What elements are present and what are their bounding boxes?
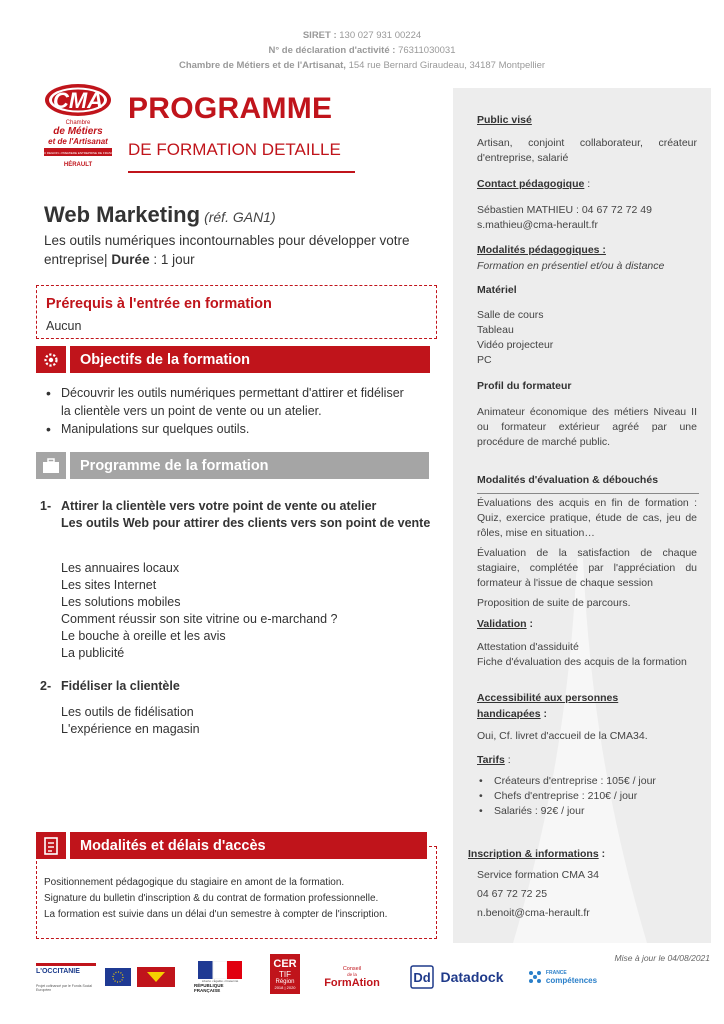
programme-subtitle: DE FORMATION DETAILLE <box>128 140 341 159</box>
tarifs-colon: : <box>504 754 511 766</box>
duration-label: Durée <box>111 252 150 267</box>
objectives-title: Objectifs de la formation <box>70 346 430 373</box>
logo-region: HÉRAULT <box>63 162 93 168</box>
section-1-subtitle: Les outils Web pour attirer des clients vers son point de vente <box>61 516 431 530</box>
republique-francaise-logo <box>194 960 246 994</box>
svg-text:Dd: Dd <box>413 970 432 985</box>
conseil-mid: de la <box>347 971 357 977</box>
occitanie-logo <box>36 960 102 994</box>
marianne-icon <box>198 961 242 979</box>
list-item: Vidéo projecteur <box>477 339 554 351</box>
access-colon: : <box>540 708 548 720</box>
course-desc-text: Les outils numériques incontournables pour développer votre entreprise| <box>44 233 410 267</box>
programme-icon-box <box>36 452 66 479</box>
list-item: Comment réussir son site vitrine ou e-marchand ? <box>61 612 338 626</box>
objectives-icon-box <box>36 346 66 373</box>
contact-info <box>477 203 697 233</box>
contact-colon: : <box>584 178 591 190</box>
list-item: L'expérience en magasin <box>61 722 200 736</box>
inscription-line: n.benoit@cma-herault.fr <box>477 907 590 919</box>
list-item: La publicité <box>61 646 125 660</box>
datadock-text: Datadock <box>440 969 504 985</box>
prereq-title: Prérequis à l'entrée en formation <box>46 296 272 312</box>
public-title: Public visé <box>477 114 532 126</box>
materiel-list <box>477 308 697 368</box>
access-text: Oui, Cf. livret d'accueil de la CMA34. <box>477 730 648 742</box>
datadock-logo <box>402 960 512 994</box>
tarifs-heading <box>477 754 511 766</box>
title-rule <box>128 171 355 173</box>
prereq-box <box>36 285 437 339</box>
declaration-line <box>0 45 724 56</box>
profil-title: Profil du formateur <box>477 380 572 392</box>
france-competences-logo <box>526 960 598 994</box>
logo-tagline: CCI REGION • PREMIERE ENTREPRISE DE FRANCE <box>42 151 114 155</box>
cer-text: CER <box>273 957 297 970</box>
list-item: Les annuaires locaux <box>61 561 180 575</box>
eval-title: Modalités d'évaluation & débouchés <box>477 474 659 486</box>
inscription-title: Inscription & informations <box>468 848 599 860</box>
course-name: Web Marketing <box>44 202 201 227</box>
tarifs-list <box>477 774 697 819</box>
access-title-2: handicapées <box>477 708 541 720</box>
modalites-line: La formation est suivie dans un délai d'un semestre à compter de l'inscription. <box>44 909 388 920</box>
chambre-label: Chambre de Métiers et de l'Artisanat, <box>178 60 346 71</box>
rf-caption: RÉPUBLIQUE FRANÇAISE <box>194 983 224 993</box>
tarif-item: • Créateurs d'entreprise : 105€ / jour <box>477 774 697 789</box>
siret-line <box>0 30 724 41</box>
chambre-line <box>0 60 724 71</box>
inscription-line: 04 67 72 72 25 <box>477 888 548 900</box>
modalites-header <box>36 832 427 859</box>
validation-line: Attestation d'assiduité <box>477 641 579 653</box>
modalites-line: Signature du bulletin d'inscription & du contrat de formation professionnelle. <box>44 893 379 904</box>
programme-section-1-title <box>40 498 376 515</box>
contact-email: s.mathieu@cma-herault.fr <box>477 219 598 231</box>
contact-line: Sébastien MATHIEU : 04 67 72 72 49 <box>477 204 652 216</box>
objective-item: • Manipulations sur quelques outils. <box>44 420 414 438</box>
gears-icon <box>41 350 61 370</box>
prereq-value: Aucun <box>46 319 82 333</box>
validation-heading <box>477 618 533 630</box>
siret-value: 130 027 931 00224 <box>339 30 422 41</box>
occitanie-region-icon <box>136 960 176 994</box>
fc-line1: FRANCE <box>545 970 567 976</box>
profil-text: Animateur économique des métiers Niveau II ou formateur extérieur agréé par une procédure de marché public. <box>477 406 697 448</box>
conseil-form: FormAtion <box>324 976 380 989</box>
section-2-list <box>61 704 200 738</box>
certif-region-logo <box>270 954 300 994</box>
chambre-address: 154 rue Bernard Giraudeau, 34187 Montpellier <box>348 60 546 71</box>
declaration-value: 76311030031 <box>398 45 456 56</box>
update-date: Mise à jour le 04/08/2021 <box>614 953 710 963</box>
modalites-title: Modalités et délais d'accès <box>70 832 427 859</box>
modalites-icon-box <box>36 832 66 859</box>
contact-heading <box>477 178 590 190</box>
list-item: PC <box>477 354 492 366</box>
section-1-title: Attirer la clientèle vers votre point de vente ou atelier <box>61 499 377 513</box>
cma-logo <box>42 82 114 172</box>
section-1-num: 1- <box>40 499 52 513</box>
occitanie-caption: Projet cofinancé par le Fonds Social Européen <box>36 983 93 992</box>
course-description <box>44 231 444 269</box>
eval-rule <box>477 493 699 494</box>
logo-line2: de Métiers <box>53 126 103 137</box>
cer-region: Région <box>275 978 295 985</box>
validation-text <box>477 640 697 670</box>
conseil-top: Conseil <box>342 965 362 972</box>
objective-item: • Découvrir les outils numériques permettant d'attirer et fidéliser la clientèle vers un point de vente ou un atelier. <box>44 384 414 420</box>
briefcase-icon <box>41 457 61 475</box>
rf-motto: Liberté • Égalité • Fraternité <box>201 979 239 983</box>
checklist-icon <box>42 836 60 856</box>
contact-title: Contact pédagogique <box>477 178 585 190</box>
fc-line2: compétences <box>545 976 598 985</box>
modalites-ped-title: Modalités pédagogiques : <box>477 244 606 256</box>
inscription-colon: : <box>598 848 606 860</box>
validation-title: Validation <box>477 618 527 630</box>
siret-label: SIRET : <box>302 30 337 41</box>
access-heading <box>477 690 618 722</box>
section-1-list <box>61 560 338 662</box>
cer-sub: TIF <box>279 969 291 979</box>
list-item: Les sites Internet <box>61 578 157 592</box>
programme-title-bar: Programme de la formation <box>70 452 429 479</box>
logo-letters: CMA <box>52 88 104 113</box>
occitanie-text: L'OCCITANIE <box>36 967 80 975</box>
course-ref: (réf. GAN1) <box>204 209 276 225</box>
list-item: Tableau <box>477 324 514 336</box>
tarif-item: • Chefs d'entreprise : 210€ / jour <box>477 789 697 804</box>
section-2-title: Fidéliser la clientèle <box>61 679 180 693</box>
eval-p3: Proposition de suite de parcours. <box>477 597 631 609</box>
programme-header <box>36 452 429 479</box>
declaration-label: N° de déclaration d'activité : <box>268 45 396 56</box>
eu-flag-icon <box>104 960 132 994</box>
objectives-list <box>44 384 414 438</box>
eval-p1: Évaluations des acquis en fin de formation : Quiz, exercice pratique, étude de cas, jeu de rôles, mise en situation… <box>477 497 697 539</box>
modalites-text <box>44 875 434 923</box>
modalites-line: Positionnement pédagogique du stagiaire en amont de la formation. <box>44 877 345 888</box>
course-title <box>44 202 276 228</box>
objectives-header <box>36 346 430 373</box>
duration-value: : 1 jour <box>153 252 195 267</box>
logo-line1: Chambre <box>65 120 91 126</box>
programme-section-2-title <box>40 678 180 695</box>
datadock-icon <box>410 965 434 989</box>
validation-colon: : <box>526 618 534 630</box>
inscription-heading <box>468 848 605 860</box>
dots-icon <box>527 969 543 985</box>
materiel-title: Matériel <box>477 284 517 296</box>
list-item: Le bouche à oreille et les avis <box>61 629 226 643</box>
logo-line3: et de l'Artisanat <box>48 137 108 146</box>
tarif-item: • Salariés : 92€ / jour <box>477 804 697 819</box>
public-text: Artisan, conjoint collaborateur, créateur d'entreprise, salarié <box>477 137 697 164</box>
list-item: Salle de cours <box>477 309 544 321</box>
tarifs-title: Tarifs <box>477 754 505 766</box>
conseil-formation-logo <box>318 960 386 994</box>
inscription-info <box>477 866 697 923</box>
section-2-num: 2- <box>40 679 52 693</box>
eval-p2: Évaluation de la satisfaction de chaque stagiaire, complétée par l'appréciation du formateur à l'issue de chaque session <box>477 547 697 589</box>
cer-years: 2018 | 2020 <box>274 984 296 990</box>
programme-title: PROGRAMME <box>128 92 333 125</box>
validation-line: Fiche d'évaluation des acquis de la formation <box>477 656 687 668</box>
inscription-line: Service formation CMA 34 <box>477 869 599 881</box>
list-item: Les outils de fidélisation <box>61 705 194 719</box>
modalites-ped-text: Formation en présentiel et/ou à distance <box>477 260 665 272</box>
access-title-1: Accessibilité aux personnes <box>477 692 619 704</box>
list-item: Les solutions mobiles <box>61 595 181 609</box>
